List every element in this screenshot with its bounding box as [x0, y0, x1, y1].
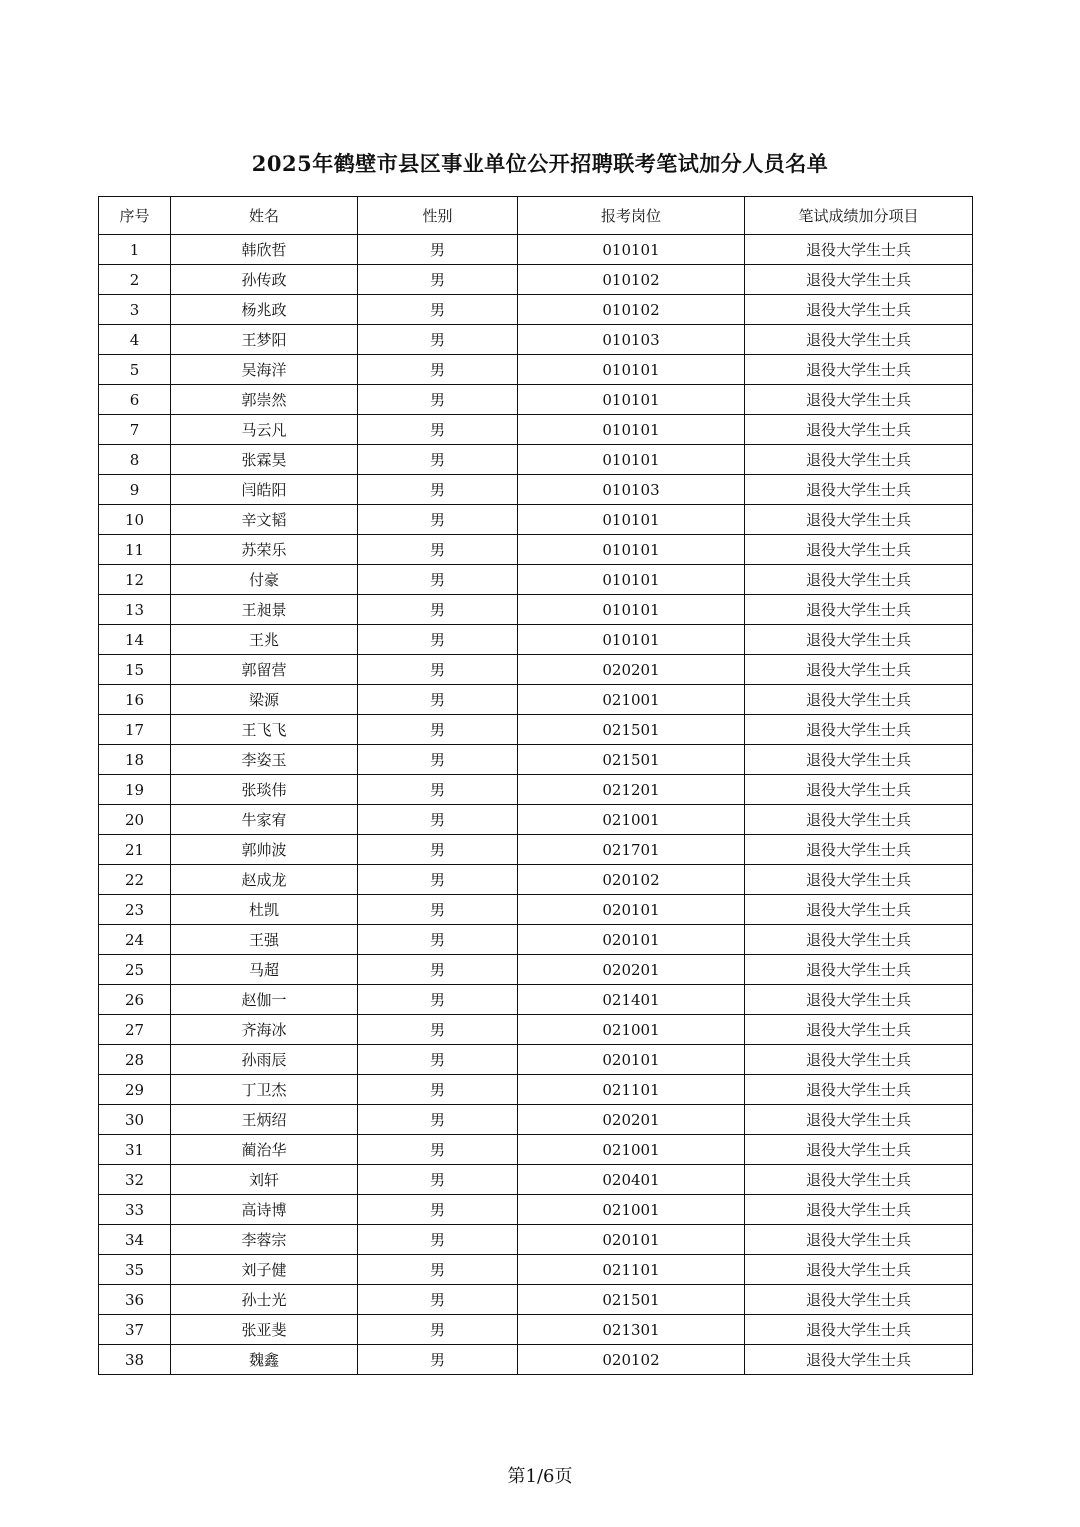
cell-gender: 男	[358, 745, 518, 775]
cell-seq: 28	[99, 1045, 171, 1075]
cell-bonus-item: 退役大学生士兵	[745, 355, 973, 385]
cell-seq: 37	[99, 1315, 171, 1345]
cell-seq: 9	[99, 475, 171, 505]
cell-name: 郭留营	[171, 655, 358, 685]
cell-bonus-item: 退役大学生士兵	[745, 745, 973, 775]
cell-bonus-item: 退役大学生士兵	[745, 1345, 973, 1375]
table-row	[99, 1165, 973, 1195]
table-row	[99, 1075, 973, 1105]
cell-gender: 男	[358, 1285, 518, 1315]
table-row	[99, 505, 973, 535]
cell-gender: 男	[358, 835, 518, 865]
cell-seq: 21	[99, 835, 171, 865]
cell-name: 孙传政	[171, 265, 358, 295]
cell-post: 020102	[518, 1345, 745, 1375]
cell-name: 蔺治华	[171, 1135, 358, 1165]
table-row	[99, 535, 973, 565]
cell-seq: 2	[99, 265, 171, 295]
cell-bonus-item: 退役大学生士兵	[745, 235, 973, 265]
cell-name: 马云凡	[171, 415, 358, 445]
cell-gender: 男	[358, 565, 518, 595]
cell-name: 王强	[171, 925, 358, 955]
cell-post: 021101	[518, 1075, 745, 1105]
cell-name: 王昶景	[171, 595, 358, 625]
cell-seq: 34	[99, 1225, 171, 1255]
cell-seq: 3	[99, 295, 171, 325]
cell-gender: 男	[358, 1255, 518, 1285]
table-row	[99, 415, 973, 445]
table-row	[99, 745, 973, 775]
cell-post: 010101	[518, 385, 745, 415]
cell-gender: 男	[358, 295, 518, 325]
cell-post: 010102	[518, 295, 745, 325]
cell-gender: 男	[358, 985, 518, 1015]
cell-bonus-item: 退役大学生士兵	[745, 535, 973, 565]
cell-bonus-item: 退役大学生士兵	[745, 415, 973, 445]
cell-post: 010101	[518, 505, 745, 535]
cell-seq: 1	[99, 235, 171, 265]
table-header-row	[99, 197, 973, 235]
cell-name: 王炳绍	[171, 1105, 358, 1135]
table-row	[99, 625, 973, 655]
cell-name: 付豪	[171, 565, 358, 595]
cell-name: 王飞飞	[171, 715, 358, 745]
cell-seq: 33	[99, 1195, 171, 1225]
cell-seq: 15	[99, 655, 171, 685]
cell-gender: 男	[358, 805, 518, 835]
header-name: 姓名	[171, 197, 358, 235]
cell-bonus-item: 退役大学生士兵	[745, 1195, 973, 1225]
cell-bonus-item: 退役大学生士兵	[745, 655, 973, 685]
page-number: 第1/6页	[507, 1466, 573, 1487]
header-post: 报考岗位	[518, 197, 745, 235]
cell-post: 021001	[518, 1015, 745, 1045]
cell-gender: 男	[358, 325, 518, 355]
cell-gender: 男	[358, 1075, 518, 1105]
cell-seq: 30	[99, 1105, 171, 1135]
cell-gender: 男	[358, 415, 518, 445]
cell-post: 021001	[518, 805, 745, 835]
header-seq: 序号	[99, 197, 171, 235]
cell-post: 020201	[518, 655, 745, 685]
cell-bonus-item: 退役大学生士兵	[745, 1165, 973, 1195]
cell-seq: 10	[99, 505, 171, 535]
cell-bonus-item: 退役大学生士兵	[745, 1135, 973, 1165]
cell-name: 刘子健	[171, 1255, 358, 1285]
cell-post: 021101	[518, 1255, 745, 1285]
cell-name: 李姿玉	[171, 745, 358, 775]
cell-post: 021301	[518, 1315, 745, 1345]
table-row	[99, 865, 973, 895]
table-row	[99, 1135, 973, 1165]
cell-seq: 26	[99, 985, 171, 1015]
cell-name: 高诗博	[171, 1195, 358, 1225]
cell-gender: 男	[358, 895, 518, 925]
cell-name: 李蓉宗	[171, 1225, 358, 1255]
cell-post: 020201	[518, 955, 745, 985]
cell-bonus-item: 退役大学生士兵	[745, 595, 973, 625]
cell-bonus-item: 退役大学生士兵	[745, 835, 973, 865]
cell-gender: 男	[358, 1045, 518, 1075]
cell-name: 牛家宥	[171, 805, 358, 835]
cell-seq: 36	[99, 1285, 171, 1315]
cell-seq: 12	[99, 565, 171, 595]
cell-bonus-item: 退役大学生士兵	[745, 325, 973, 355]
cell-bonus-item: 退役大学生士兵	[745, 385, 973, 415]
cell-name: 苏荣乐	[171, 535, 358, 565]
cell-gender: 男	[358, 595, 518, 625]
cell-seq: 16	[99, 685, 171, 715]
cell-gender: 男	[358, 235, 518, 265]
cell-gender: 男	[358, 625, 518, 655]
table-row	[99, 475, 973, 505]
cell-bonus-item: 退役大学生士兵	[745, 445, 973, 475]
cell-name: 孙雨辰	[171, 1045, 358, 1075]
cell-post: 010101	[518, 235, 745, 265]
cell-post: 021701	[518, 835, 745, 865]
cell-name: 丁卫杰	[171, 1075, 358, 1105]
cell-name: 辛文韬	[171, 505, 358, 535]
table-row	[99, 265, 973, 295]
cell-name: 闫皓阳	[171, 475, 358, 505]
cell-seq: 18	[99, 745, 171, 775]
cell-post: 010101	[518, 445, 745, 475]
table-row	[99, 565, 973, 595]
table-row	[99, 655, 973, 685]
cell-bonus-item: 退役大学生士兵	[745, 895, 973, 925]
cell-post: 021501	[518, 715, 745, 745]
cell-name: 赵伽一	[171, 985, 358, 1015]
cell-seq: 4	[99, 325, 171, 355]
cell-gender: 男	[358, 685, 518, 715]
cell-name: 王梦阳	[171, 325, 358, 355]
cell-bonus-item: 退役大学生士兵	[745, 265, 973, 295]
cell-bonus-item: 退役大学生士兵	[745, 805, 973, 835]
cell-post: 020101	[518, 1045, 745, 1075]
cell-name: 郭崇然	[171, 385, 358, 415]
table-row	[99, 595, 973, 625]
table-row	[99, 355, 973, 385]
cell-bonus-item: 退役大学生士兵	[745, 1255, 973, 1285]
cell-bonus-item: 退役大学生士兵	[745, 1045, 973, 1075]
cell-bonus-item: 退役大学生士兵	[745, 565, 973, 595]
table-row	[99, 835, 973, 865]
cell-gender: 男	[358, 1225, 518, 1255]
table-row	[99, 295, 973, 325]
cell-name: 张琰伟	[171, 775, 358, 805]
cell-post: 021001	[518, 685, 745, 715]
cell-gender: 男	[358, 925, 518, 955]
cell-seq: 14	[99, 625, 171, 655]
cell-seq: 24	[99, 925, 171, 955]
cell-bonus-item: 退役大学生士兵	[745, 715, 973, 745]
cell-bonus-item: 退役大学生士兵	[745, 1105, 973, 1135]
cell-name: 王兆	[171, 625, 358, 655]
table-row	[99, 1045, 973, 1075]
cell-seq: 17	[99, 715, 171, 745]
cell-post: 021201	[518, 775, 745, 805]
cell-gender: 男	[358, 385, 518, 415]
cell-bonus-item: 退役大学生士兵	[745, 1225, 973, 1255]
table-row	[99, 1225, 973, 1255]
table-row	[99, 1315, 973, 1345]
cell-post: 020401	[518, 1165, 745, 1195]
cell-gender: 男	[358, 505, 518, 535]
table-row	[99, 715, 973, 745]
table-row	[99, 985, 973, 1015]
cell-gender: 男	[358, 535, 518, 565]
cell-name: 韩欣哲	[171, 235, 358, 265]
cell-gender: 男	[358, 955, 518, 985]
cell-bonus-item: 退役大学生士兵	[745, 775, 973, 805]
cell-post: 010101	[518, 595, 745, 625]
cell-bonus-item: 退役大学生士兵	[745, 295, 973, 325]
cell-gender: 男	[358, 775, 518, 805]
cell-seq: 13	[99, 595, 171, 625]
table-row	[99, 925, 973, 955]
cell-seq: 19	[99, 775, 171, 805]
cell-bonus-item: 退役大学生士兵	[745, 475, 973, 505]
cell-seq: 23	[99, 895, 171, 925]
cell-name: 赵成龙	[171, 865, 358, 895]
cell-gender: 男	[358, 475, 518, 505]
cell-post: 021001	[518, 1195, 745, 1225]
cell-name: 杨兆政	[171, 295, 358, 325]
table-row	[99, 445, 973, 475]
cell-name: 张霖昊	[171, 445, 358, 475]
cell-seq: 11	[99, 535, 171, 565]
cell-gender: 男	[358, 655, 518, 685]
table-row	[99, 1285, 973, 1315]
cell-post: 010101	[518, 625, 745, 655]
table-row	[99, 325, 973, 355]
cell-bonus-item: 退役大学生士兵	[745, 1075, 973, 1105]
cell-bonus-item: 退役大学生士兵	[745, 625, 973, 655]
cell-name: 吴海洋	[171, 355, 358, 385]
table-row	[99, 955, 973, 985]
cell-post: 021001	[518, 1135, 745, 1165]
cell-bonus-item: 退役大学生士兵	[745, 865, 973, 895]
cell-post: 010101	[518, 565, 745, 595]
cell-post: 020101	[518, 925, 745, 955]
cell-post: 020101	[518, 1225, 745, 1255]
cell-post: 021501	[518, 1285, 745, 1315]
cell-name: 张亚斐	[171, 1315, 358, 1345]
header-bonus-item: 笔试成绩加分项目	[745, 197, 973, 235]
cell-post: 010103	[518, 475, 745, 505]
cell-name: 梁源	[171, 685, 358, 715]
cell-seq: 32	[99, 1165, 171, 1195]
cell-post: 010102	[518, 265, 745, 295]
cell-seq: 31	[99, 1135, 171, 1165]
cell-bonus-item: 退役大学生士兵	[745, 1015, 973, 1045]
cell-bonus-item: 退役大学生士兵	[745, 985, 973, 1015]
cell-seq: 29	[99, 1075, 171, 1105]
table-row	[99, 1015, 973, 1045]
cell-seq: 6	[99, 385, 171, 415]
cell-post: 020101	[518, 895, 745, 925]
cell-name: 孙士光	[171, 1285, 358, 1315]
cell-gender: 男	[358, 1135, 518, 1165]
cell-seq: 35	[99, 1255, 171, 1285]
table-row	[99, 1345, 973, 1375]
cell-bonus-item: 退役大学生士兵	[745, 1315, 973, 1345]
cell-seq: 7	[99, 415, 171, 445]
cell-name: 郭帅波	[171, 835, 358, 865]
cell-gender: 男	[358, 355, 518, 385]
cell-post: 021501	[518, 745, 745, 775]
cell-seq: 25	[99, 955, 171, 985]
table-row	[99, 1255, 973, 1285]
cell-post: 010101	[518, 355, 745, 385]
cell-post: 010101	[518, 415, 745, 445]
cell-name: 魏鑫	[171, 1345, 358, 1375]
cell-gender: 男	[358, 1015, 518, 1045]
cell-bonus-item: 退役大学生士兵	[745, 685, 973, 715]
cell-seq: 8	[99, 445, 171, 475]
cell-seq: 20	[99, 805, 171, 835]
cell-post: 020201	[518, 1105, 745, 1135]
cell-name: 马超	[171, 955, 358, 985]
cell-gender: 男	[358, 1165, 518, 1195]
cell-gender: 男	[358, 445, 518, 475]
cell-gender: 男	[358, 1345, 518, 1375]
table-row	[99, 1105, 973, 1135]
table-row	[99, 805, 973, 835]
cell-seq: 38	[99, 1345, 171, 1375]
table-body	[99, 235, 973, 1375]
table-row	[99, 1195, 973, 1225]
cell-bonus-item: 退役大学生士兵	[745, 1285, 973, 1315]
cell-post: 020102	[518, 865, 745, 895]
cell-gender: 男	[358, 715, 518, 745]
cell-gender: 男	[358, 1105, 518, 1135]
header-gender: 性别	[358, 197, 518, 235]
cell-name: 杜凯	[171, 895, 358, 925]
cell-seq: 5	[99, 355, 171, 385]
cell-bonus-item: 退役大学生士兵	[745, 925, 973, 955]
cell-name: 刘轩	[171, 1165, 358, 1195]
cell-bonus-item: 退役大学生士兵	[745, 505, 973, 535]
table-row	[99, 385, 973, 415]
table-row	[99, 895, 973, 925]
cell-bonus-item: 退役大学生士兵	[745, 955, 973, 985]
cell-post: 021401	[518, 985, 745, 1015]
table-row	[99, 775, 973, 805]
cell-gender: 男	[358, 1195, 518, 1225]
cell-gender: 男	[358, 1315, 518, 1345]
cell-gender: 男	[358, 265, 518, 295]
cell-seq: 22	[99, 865, 171, 895]
table-row	[99, 685, 973, 715]
cell-post: 010103	[518, 325, 745, 355]
table-row	[99, 235, 973, 265]
cell-gender: 男	[358, 865, 518, 895]
bonus-roster-table	[98, 196, 973, 1375]
cell-name: 齐海冰	[171, 1015, 358, 1045]
cell-seq: 27	[99, 1015, 171, 1045]
document-title: 2025年鹤壁市县区事业单位公开招聘联考笔试加分人员名单	[251, 151, 829, 176]
cell-post: 010101	[518, 535, 745, 565]
